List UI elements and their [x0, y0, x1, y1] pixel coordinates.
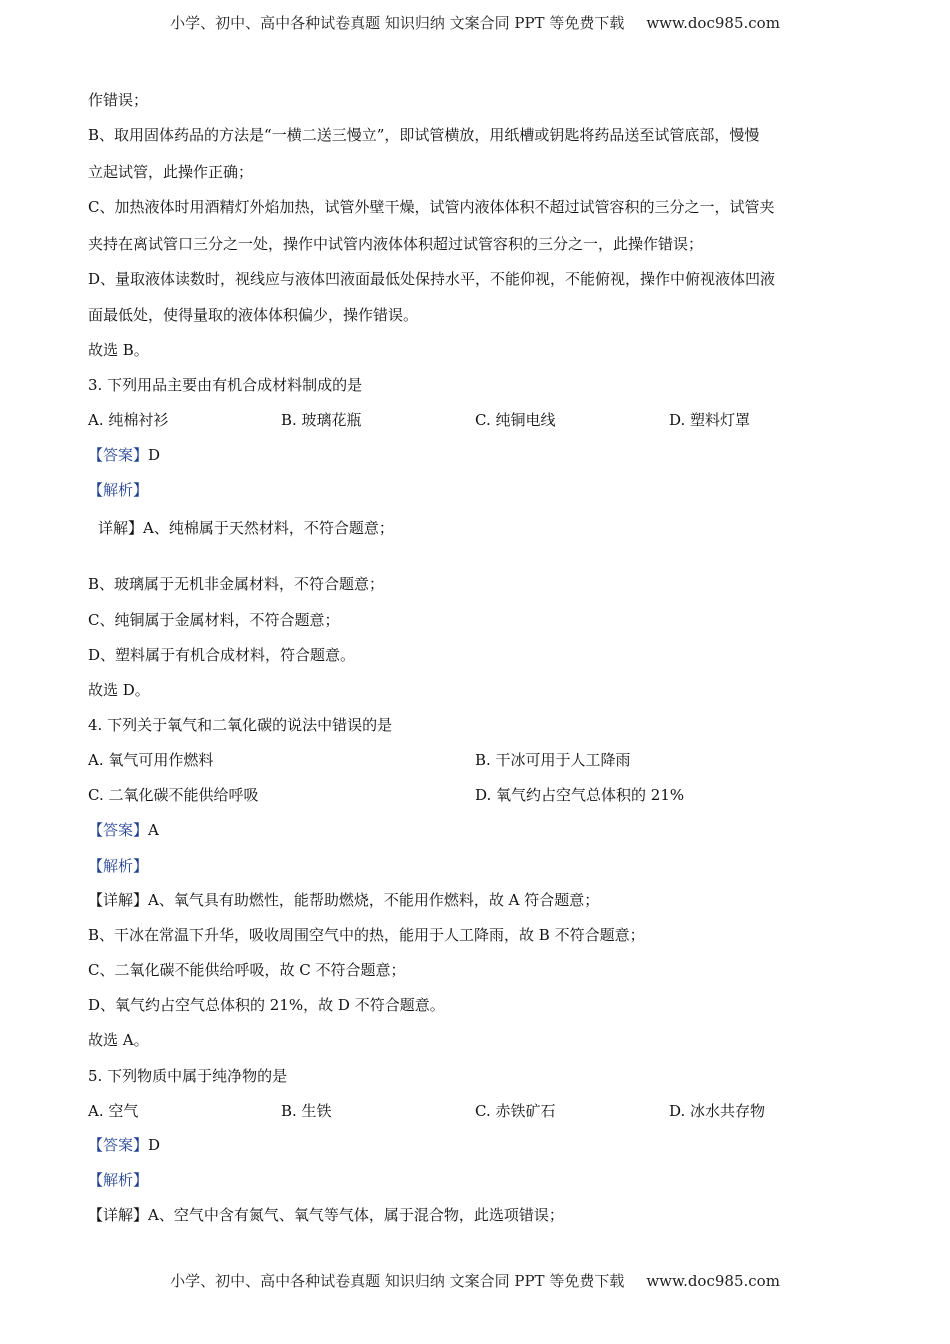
q3-option-b: B. 玻璃花瓶 — [281, 411, 362, 429]
q4-detail-c: C、二氧化碳不能供给呼吸，故 C 不符合题意； — [88, 961, 406, 979]
q5-detail — [88, 1205, 564, 1225]
answer-value: D — [148, 1136, 161, 1154]
q4-detail — [88, 890, 599, 910]
q5-option-d: D. 冰水共存物 — [669, 1102, 766, 1120]
q2-continued-line: 作错误； — [88, 91, 149, 109]
analysis-tag: 【解析】 — [88, 1171, 149, 1189]
page-header — [0, 12, 950, 33]
q3-detail-c: C、纯铜属于金属材料，不符合题意； — [88, 611, 340, 629]
q4-answer — [88, 820, 159, 840]
footer-text: 小学、初中、高中各种试卷真题 知识归纳 文案合同 PPT 等免费下载 — [170, 1272, 625, 1290]
q2-option-c-line1: C、加热液体时用酒精灯外焰加热，试管外壁干燥，试管内液体体积不超过试管容积的三分之一，试管夹 — [88, 198, 775, 216]
q3-analysis-tag — [88, 480, 148, 500]
q2-option-d-line2: 面最低处，使得量取的液体体积偏少，操作错误。 — [88, 306, 419, 324]
q2-option-b-line2: 立起试管，此操作正确； — [88, 163, 254, 181]
q4-option-d: D. 氧气约占空气总体积的 21% — [475, 786, 685, 804]
q4-detail-b: B、干冰在常温下升华，吸收周围空气中的热，能用于人工降雨，故 B 不符合题意； — [88, 926, 645, 944]
q5-option-b: B. 生铁 — [281, 1102, 332, 1120]
detail-text: A、氧气具有助燃性，能帮助燃烧，不能用作燃料，故 A 符合题意； — [148, 891, 600, 909]
answer-tag: 【答案】 — [88, 446, 149, 464]
footer-url[interactable]: www.doc985.com — [646, 1272, 780, 1290]
q3-stem: 3. 下列用品主要由有机合成材料制成的是 — [88, 376, 363, 394]
header-url[interactable]: www.doc985.com — [646, 14, 780, 32]
q2-option-c-line2: 夹持在离试管口三分之一处，操作中试管内液体体积超过试管容积的三分之一，此操作错误； — [88, 235, 704, 253]
q4-detail-d: D、氧气约占空气总体积的 21%，故 D 不符合题意。 — [88, 996, 445, 1014]
q5-option-a: A. 空气 — [88, 1102, 139, 1120]
q3-detail-b: B、玻璃属于无机非金属材料，不符合题意； — [88, 575, 385, 593]
q5-stem: 5. 下列物质中属于纯净物的是 — [88, 1067, 288, 1085]
q3-detail-d: D、塑料属于有机合成材料，符合题意。 — [88, 646, 356, 664]
answer-tag: 【答案】 — [88, 1136, 149, 1154]
q2-conclusion: 故选 B。 — [88, 341, 149, 359]
q5-analysis-tag — [88, 1170, 148, 1190]
q4-stem: 4. 下列关于氧气和二氧化碳的说法中错误的是 — [88, 716, 393, 734]
q3-option-c: C. 纯铜电线 — [475, 411, 556, 429]
detail-tag: 【详解】 — [88, 891, 149, 909]
q4-analysis-tag — [88, 856, 148, 876]
q4-option-a: A. 氧气可用作燃料 — [88, 751, 214, 769]
q2-option-b-line1: B、取用固体药品的方法是“一横二送三慢立”，即试管横放，用纸槽或钥匙将药品送至试管底部，慢慢 — [88, 126, 760, 144]
page-footer — [0, 1270, 950, 1291]
q3-conclusion: 故选 D。 — [88, 681, 150, 699]
answer-value: D — [148, 446, 161, 464]
analysis-tag: 【解析】 — [88, 481, 149, 499]
q3-answer — [88, 445, 160, 465]
q5-option-c: C. 赤铁矿石 — [475, 1102, 556, 1120]
q3-detail: 详解】A、纯棉属于天然材料，不符合题意； — [98, 519, 394, 537]
q5-answer — [88, 1135, 160, 1155]
analysis-tag: 【解析】 — [88, 857, 149, 875]
detail-text: A、空气中含有氮气、氧气等气体，属于混合物，此选项错误； — [148, 1206, 564, 1224]
header-text: 小学、初中、高中各种试卷真题 知识归纳 文案合同 PPT 等免费下载 — [170, 14, 625, 32]
q4-option-c: C. 二氧化碳不能供给呼吸 — [88, 786, 259, 804]
answer-tag: 【答案】 — [88, 821, 149, 839]
answer-value: A — [148, 821, 159, 839]
q3-option-a: A. 纯棉衬衫 — [88, 411, 169, 429]
q4-option-b: B. 干冰可用于人工降雨 — [475, 751, 631, 769]
q2-option-d-line1: D、量取液体读数时，视线应与液体凹液面最低处保持水平，不能仰视，不能俯视，操作中俯视液体凹液 — [88, 270, 776, 288]
q3-option-d: D. 塑料灯罩 — [669, 411, 751, 429]
q4-conclusion: 故选 A。 — [88, 1031, 149, 1049]
detail-tag: 【详解】 — [88, 1206, 149, 1224]
